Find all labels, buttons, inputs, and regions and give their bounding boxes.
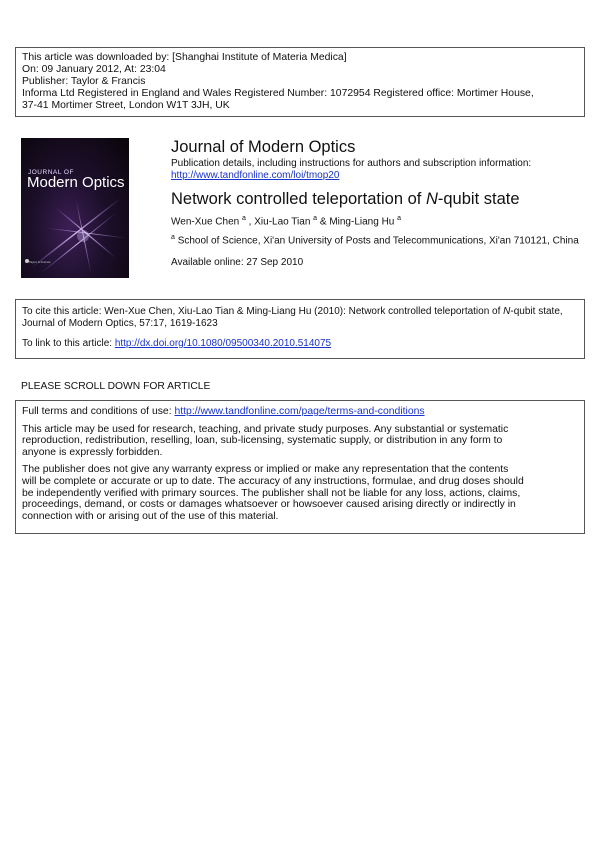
download-line: This article was downloaded by: [Shanghai Institute of Materia Medica] (22, 52, 347, 63)
author-name: Ming-Liang Hu (329, 216, 395, 228)
author-list: Wen-Xue Chen $^a$ , Xiu-Lao Tian $^a$ & Ming-Liang Hu $^a$ (171, 215, 402, 228)
affiliation-mark: a (241, 215, 246, 222)
cover-journal-word: JOURNAL OF (28, 169, 74, 176)
affiliation-text: School of Science, Xi'an University of Posts and Telecommunications, Xi'an 710121, China (177, 235, 579, 247)
citation-journal: Journal of Modern Optics, 57:17, 1619-1623 (22, 318, 218, 329)
journal-title: Journal of Modern Optics (171, 138, 356, 156)
usage-line: anyone is expressly forbidden. (22, 446, 163, 458)
article-title-pre: Network controlled teleportation of (171, 190, 426, 208)
author-name: Wen-Xue Chen (171, 216, 240, 228)
author-name: Xiu-Lao Tian (254, 216, 311, 228)
terms-link[interactable]: http://www.tandfonline.com/page/terms-and-conditions (174, 406, 425, 417)
article-title-post: -qubit state (437, 190, 520, 208)
terms-box (15, 400, 585, 534)
publisher-line: Publisher: Taylor & Francis (22, 76, 146, 87)
publication-details-text: Publication details, including instructions for authors and subscription information: (171, 158, 532, 169)
disclaimer-paragraph (22, 464, 578, 522)
cover-publisher-logo: Taylor & Francis (29, 260, 51, 264)
full-terms-line (22, 406, 578, 418)
usage-line: This article may be used for research, teaching, and private study purposes. Any substantial or systematic (22, 423, 509, 435)
cover-title: Modern Optics (27, 174, 125, 191)
cover-light-streaks (21, 138, 129, 278)
journal-cover-image (21, 138, 129, 278)
citation-line (22, 306, 578, 318)
affiliation-mark: a (171, 234, 175, 242)
disclaimer-line: be independently verified with primary sources. The publisher shall not be liable for any loss, actions, claims, (22, 487, 521, 499)
affiliation-mark: a (313, 215, 318, 222)
affiliation-mark: a (397, 215, 402, 222)
citation-pre: To cite this article: Wen-Xue Chen, Xiu-Lao Tian & Ming-Liang Hu (2010): Network controlled teleportation of (22, 306, 504, 317)
affiliation (171, 232, 591, 247)
disclaimer-line: proceedings, demand, or costs or damages whatsoever or howsoever caused arising directly or indirectly in (22, 499, 516, 511)
disclaimer-line: will be complete or accurate or up to date. The accuracy of any instructions, formulae, and drug doses should (22, 475, 524, 487)
address-line: 37-41 Mortimer Street, London W1T 3JH, UK (22, 100, 230, 111)
citation-italic: N (503, 306, 511, 317)
available-online: Available online: 27 Sep 2010 (171, 256, 304, 268)
full-terms-label: Full terms and conditions of use: (22, 406, 175, 417)
disclaimer-line: connection with or arising out of the use of this material. (22, 510, 279, 522)
doi-link[interactable]: http://dx.doi.org/10.1080/09500340.2010.514075 (114, 338, 332, 349)
citation-box (15, 299, 585, 359)
publication-details (171, 158, 591, 182)
download-date: On: 09 January 2012, At: 23:04 (22, 64, 166, 75)
journal-link[interactable]: http://www.tandfonline.com/loi/tmop20 (171, 170, 340, 181)
usage-paragraph (22, 424, 578, 459)
download-info-box (15, 47, 585, 117)
article-title-italic: N (425, 190, 438, 208)
article-title (171, 189, 591, 209)
article-link-line (22, 338, 578, 350)
article-header (171, 137, 591, 269)
disclaimer-line: The publisher does not give any warranty express or implied or make any representation that the contents (22, 464, 509, 476)
article-link-label: To link to this article: (22, 338, 115, 349)
usage-line: reproduction, redistribution, reselling, loan, sub-licensing, systematic supply, or distribution in any form to (22, 435, 503, 447)
citation-post: -qubit state, (510, 306, 563, 317)
scroll-down-notice: PLEASE SCROLL DOWN FOR ARTICLE (21, 381, 211, 392)
registration-line: Informa Ltd Registered in England and Wales Registered Number: 1072954 Registered office: Mortimer House, (22, 88, 534, 99)
